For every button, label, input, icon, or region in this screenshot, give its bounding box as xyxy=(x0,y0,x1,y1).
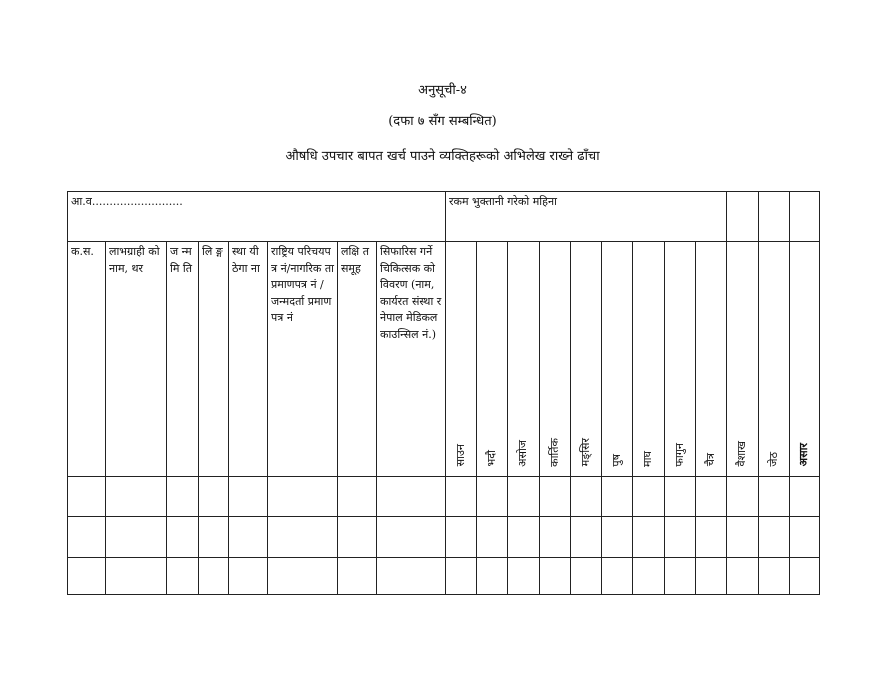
month-label: मङ्सिर xyxy=(578,438,592,467)
month-kartik xyxy=(540,242,571,477)
month-ashadh xyxy=(790,242,820,477)
month-label: असोज xyxy=(516,439,530,467)
month-falgun xyxy=(665,242,696,477)
month-label: असार xyxy=(797,443,811,467)
col-id-number: राष्ट्रिय परिचयपत्र नं/नागरिक ता प्रमाणपत्र नं / जन्मदर्ता प्रमाणपत्र नं xyxy=(268,242,338,477)
month-label: भदौ xyxy=(484,450,498,467)
month-bhadra xyxy=(477,242,508,477)
payment-month-label: रकम भुक्तानी गरेको महिना xyxy=(446,192,727,242)
table-row xyxy=(68,558,820,595)
month-label: कार्तिक xyxy=(547,437,561,467)
month-magh xyxy=(633,242,665,477)
col-permanent-address: स्था यी ठेगा ना xyxy=(229,242,268,477)
column-header-row xyxy=(68,242,820,477)
month-jestha xyxy=(759,242,790,477)
col-doctor-details: सिफारिस गर्ने चिकित्सक को विवरण (नाम, कार्यरत संस्था र नेपाल मेडिकल काउन्सिल नं.) xyxy=(377,242,446,477)
month-label: फागुन xyxy=(672,442,686,467)
month-ashwin xyxy=(508,242,540,477)
month-chaitra xyxy=(696,242,727,477)
col-serial-number: क.स. xyxy=(68,242,106,477)
month-label: पुष xyxy=(609,453,623,467)
blank-header-cell xyxy=(790,192,820,242)
col-date-of-birth: ज न्म मि ति xyxy=(167,242,199,477)
blank-header-cell xyxy=(759,192,790,242)
col-target-group: लक्षि त समूह xyxy=(338,242,377,477)
section-reference: (दफा ७ सँग सम्बन्धित) xyxy=(388,114,497,129)
month-label: जेठ xyxy=(766,451,780,467)
blank-header-cell xyxy=(727,192,759,242)
month-baishakh xyxy=(727,242,759,477)
month-label: चैत्र xyxy=(703,453,717,467)
record-table xyxy=(67,191,820,595)
top-header-row xyxy=(68,192,820,242)
table-row xyxy=(68,477,820,517)
col-beneficiary-name: लाभग्राही को नाम, थर xyxy=(106,242,167,477)
form-heading: औषधि उपचार बापत खर्च पाउने व्यक्तिहरूको अभिलेख राख्ने ढाँचा xyxy=(285,149,600,164)
month-label: साउन xyxy=(453,444,467,467)
col-gender: लि ङ्ग xyxy=(199,242,229,477)
month-poush xyxy=(602,242,633,477)
month-label: वैशाख xyxy=(735,441,749,467)
month-label: माघ xyxy=(641,450,655,467)
schedule-number: अनुसूची-४ xyxy=(418,83,467,98)
fiscal-year-cell: आ.व.......................... xyxy=(68,192,446,242)
table-row xyxy=(68,517,820,558)
month-shrawan xyxy=(446,242,477,477)
month-mangsir xyxy=(571,242,602,477)
